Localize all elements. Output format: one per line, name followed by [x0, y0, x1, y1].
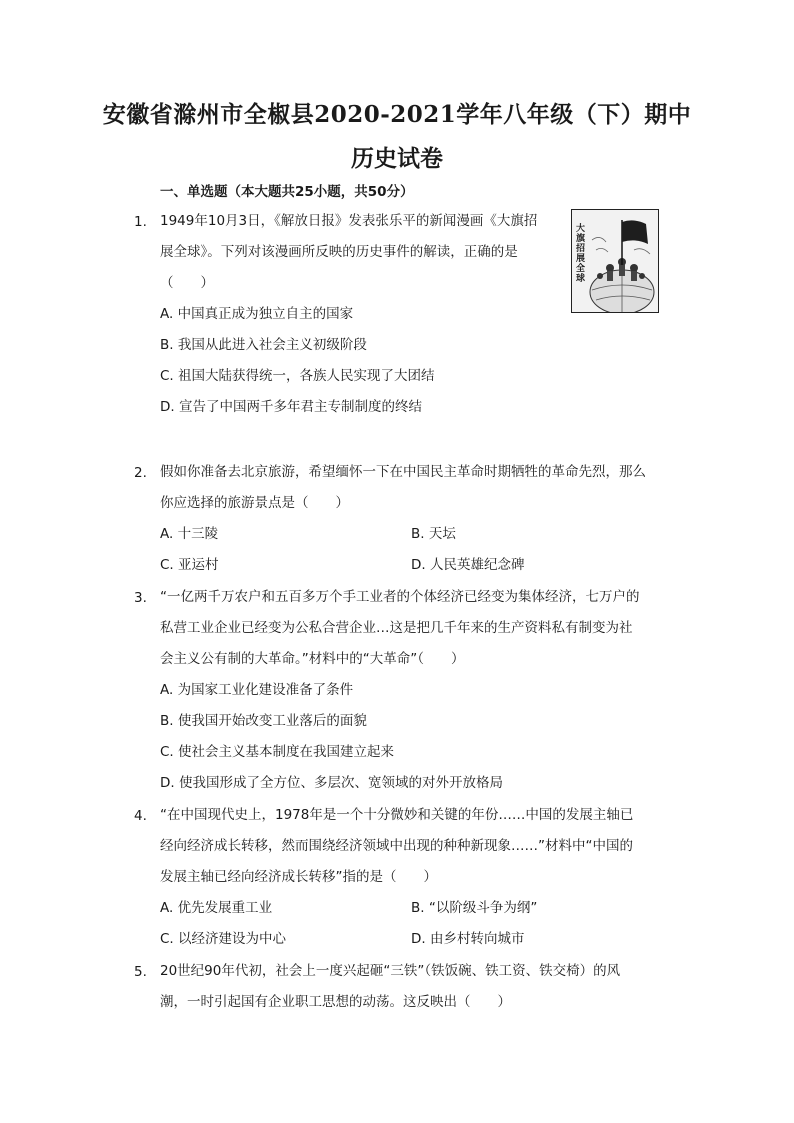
- option-c: C. 以经济建设为中心: [160, 931, 287, 947]
- option-c: C. 祖国大陆获得统一，各族人民实现了大团结: [160, 368, 435, 384]
- option-a: A. 优先发展重工业: [160, 900, 273, 916]
- option-c: C. 亚运村: [160, 557, 219, 573]
- cartoon-caption: 大旗招展全球: [576, 224, 586, 284]
- question-number: 2.: [134, 465, 147, 481]
- question-text-line: “在中国现代史上，1978年是一个十分微妙和关键的年份……中国的发展主轴已: [160, 807, 634, 823]
- question-text-line: 会主义公有制的大革命。”材料中的“大革命”（ ）: [160, 651, 465, 667]
- question-text-line: 潮，一时引起国有企业职工思想的动荡。这反映出（ ）: [160, 994, 511, 1010]
- option-b: B. “以阶级斗争为纲”: [411, 900, 538, 916]
- question-text-line: 私营工业企业已经变为公私合营企业…这是把几千年来的生产资料私有制变为社: [160, 620, 633, 636]
- question-text-line: 展全球》。下列对该漫画所反映的历史事件的解读，正确的是: [160, 244, 518, 260]
- question-text-line: 发展主轴已经向经济成长转移”指的是（ ）: [160, 869, 437, 885]
- option-b: B. 使我国开始改变工业落后的面貌: [160, 713, 367, 729]
- option-c: C. 使社会主义基本制度在我国建立起来: [160, 744, 395, 760]
- option-a: A. 为国家工业化建设准备了条件: [160, 682, 354, 698]
- option-d: D. 宣告了中国两千多年君主专制制度的终结: [160, 399, 422, 415]
- question-text-line: 假如你准备去北京旅游，希望缅怀一下在中国民主革命时期牺牲的革命先烈，那么: [160, 464, 646, 480]
- option-b: B. 天坛: [411, 526, 456, 542]
- question-number: 3.: [134, 590, 147, 606]
- question-number: 4.: [134, 808, 147, 824]
- question-text-line: “一亿两千万农户和五百多万个手工业者的个体经济已经变为集体经济，七万户的: [160, 589, 640, 605]
- exam-subtitle: 历史试卷: [351, 145, 443, 172]
- option-d: D. 人民英雄纪念碑: [411, 557, 525, 573]
- option-d: D. 使我国形成了全方位、多层次、宽领域的对外开放格局: [160, 775, 503, 791]
- exam-title: 安徽省滁州市全椒县2020-2021学年八年级（下）期中: [102, 101, 692, 128]
- option-a: A. 十三陵: [160, 526, 219, 542]
- question-number: 5.: [134, 964, 147, 980]
- option-b: B. 我国从此进入社会主义初级阶段: [160, 337, 367, 353]
- option-d: D. 由乡村转向城市: [411, 931, 525, 947]
- question-text-line: 你应选择的旅游景点是（ ）: [160, 495, 349, 511]
- option-a: A. 中国真正成为独立自主的国家: [160, 306, 354, 322]
- cartoon-image: [571, 209, 659, 313]
- question-text-line: 1949年10月3日，《解放日报》发表张乐平的新闻漫画《大旗招: [160, 213, 538, 229]
- question-text-line: 经向经济成长转移，然而围绕经济领域中出现的种种新现象……”材料中“中国的: [160, 838, 633, 854]
- question-text-line: 20世纪90年代初，社会上一度兴起砸“三铁”（铁饭碗、铁工资、铁交椅）的风: [160, 963, 621, 979]
- section-heading: 一、单选题（本大题共25小题，共50分）: [160, 184, 414, 200]
- question-text-line: （ ）: [160, 275, 214, 291]
- question-number: 1.: [134, 214, 147, 230]
